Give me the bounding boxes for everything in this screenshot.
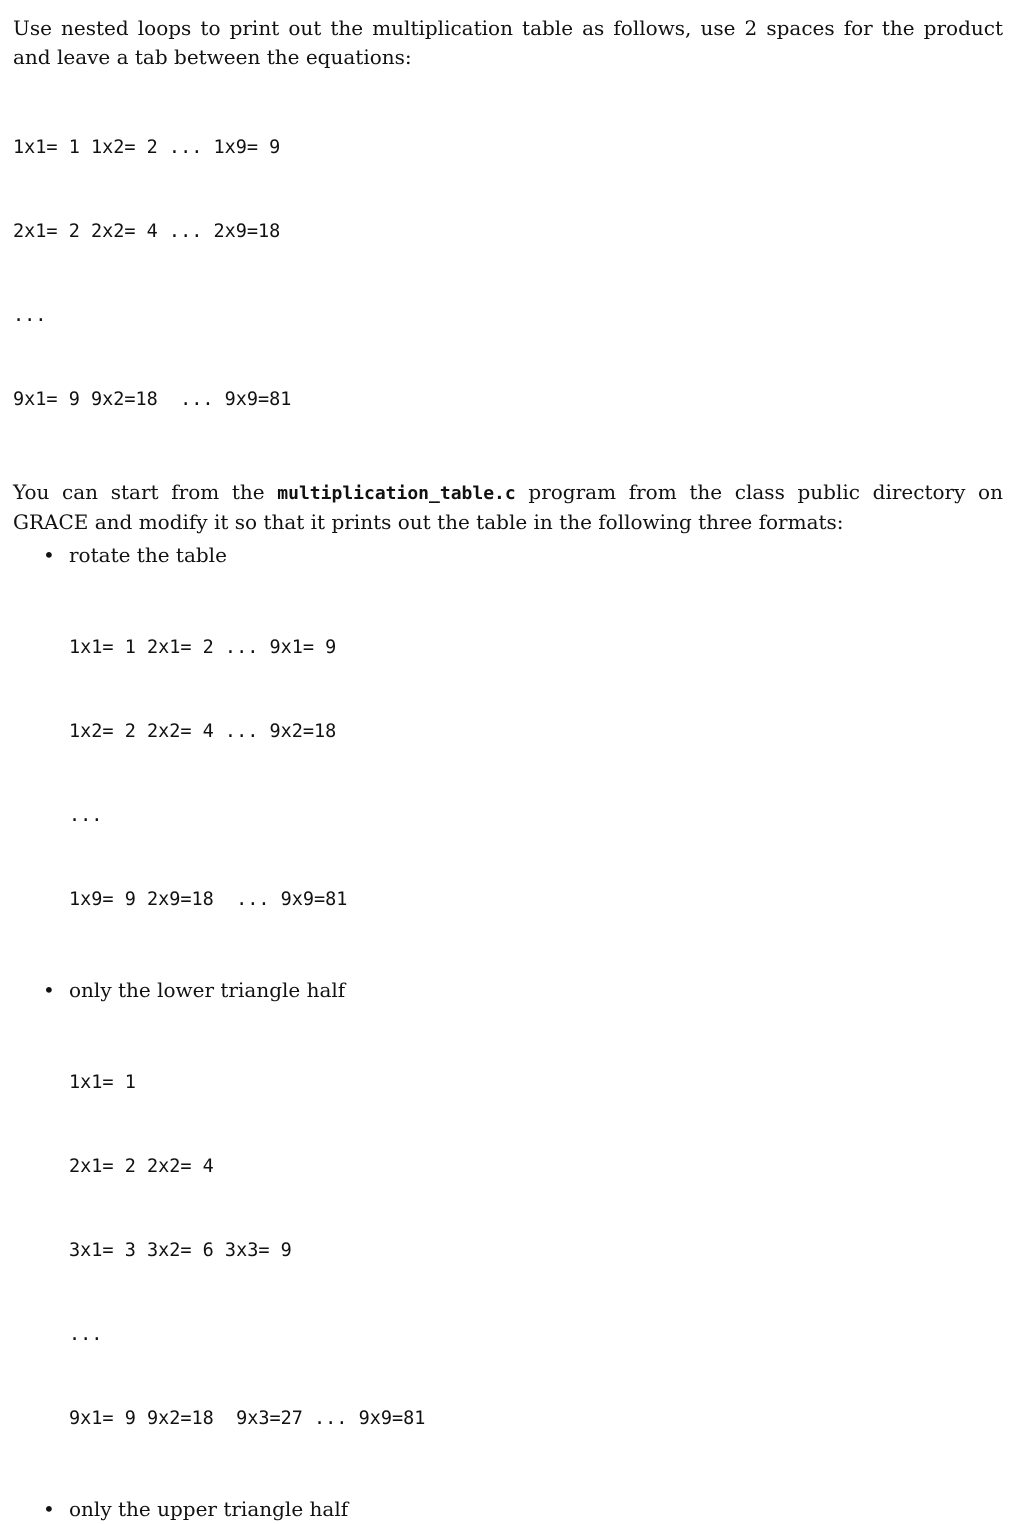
bullet-icon: • <box>43 978 55 1002</box>
instruction-text-before: You can start from the <box>13 480 278 504</box>
filename-code: multiplication_table.c <box>277 483 516 504</box>
list-item-label: only the lower triangle half <box>69 978 346 1002</box>
format-list <box>13 541 1003 1524</box>
code-line: ... <box>69 1324 103 1345</box>
list-item-upper-triangle <box>13 1495 1003 1524</box>
list-item-rotate <box>13 541 1003 970</box>
code-line: ... <box>69 805 103 826</box>
code-line: 2x1= 2 2x2= 4 <box>69 1156 214 1177</box>
code-line: 1x9= 9 2x9=18 ... 9x9=81 <box>69 889 348 910</box>
bullet-icon: • <box>43 543 55 567</box>
instruction-paragraph <box>13 478 1003 537</box>
code-line: 1x2= 2 2x2= 4 ... 9x2=18 <box>69 721 337 742</box>
lower-triangle-code <box>69 1013 1003 1489</box>
code-line: 1x1= 1 <box>69 1072 136 1093</box>
intro-paragraph: Use nested loops to print out the multiplication table as follows, use 2 spaces for the product and leave a tab between the equations: <box>13 16 1003 69</box>
instruction-text-after: program from the class public directory on GRACE and modify it so that it prints out the table in the following three formats: <box>13 480 1003 534</box>
list-item-label: only the upper triangle half <box>69 1497 349 1521</box>
code-line: 2x1= 2 2x2= 4 ... 2x9=18 <box>13 221 281 242</box>
document-page <box>13 14 1003 1524</box>
code-line: 1x1= 1 2x1= 2 ... 9x1= 9 <box>69 637 337 658</box>
code-line: 9x1= 9 9x2=18 ... 9x9=81 <box>13 389 292 410</box>
rotate-table-code <box>69 578 1003 970</box>
example-table-code <box>13 78 1003 470</box>
bullet-icon: • <box>43 1497 55 1521</box>
list-item-label: rotate the table <box>69 543 227 567</box>
code-line: 3x1= 3 3x2= 6 3x3= 9 <box>69 1240 292 1261</box>
list-item-lower-triangle <box>13 976 1003 1489</box>
code-line: ... <box>13 305 47 326</box>
code-line: 9x1= 9 9x2=18 9x3=27 ... 9x9=81 <box>69 1408 426 1429</box>
code-line: 1x1= 1 1x2= 2 ... 1x9= 9 <box>13 137 281 158</box>
